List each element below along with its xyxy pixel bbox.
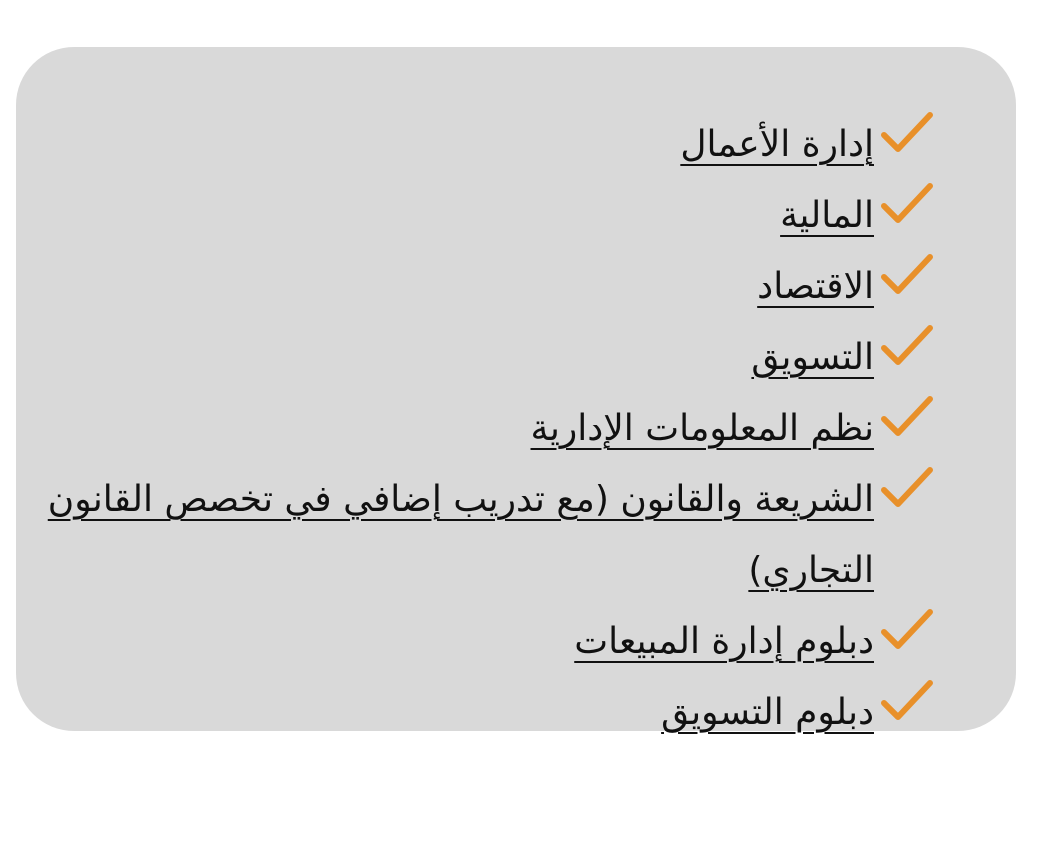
list-item-label: دبلوم التسويق: [661, 692, 874, 733]
list-item-label: الشريعة والقانون (مع تدريب إضافي في تخصص القانون التجاري): [47, 479, 874, 591]
list-item-label: دبلوم إدارة المبيعات: [574, 621, 874, 662]
content-card: [16, 47, 1016, 731]
checkmark-icon: [880, 466, 934, 510]
list-item-label: إدارة الأعمال: [680, 124, 874, 165]
checkmark-icon: [880, 111, 934, 155]
list-item-label: المالية: [780, 195, 874, 236]
list-item: [36, 606, 936, 677]
list-item-label: الاقتصاد: [757, 266, 874, 307]
checkmark-icon: [880, 253, 934, 297]
list-item: [36, 322, 936, 393]
list-item: [36, 251, 936, 322]
list-item-label: نظم المعلومات الإدارية: [530, 408, 874, 449]
specializations-list: [36, 109, 936, 748]
list-item-label: التسويق: [751, 337, 874, 378]
list-item: [36, 109, 936, 180]
checkmark-icon: [880, 679, 934, 723]
list-item: [36, 677, 936, 748]
list-item: [36, 180, 936, 251]
list-item: [36, 464, 936, 606]
checkmark-icon: [880, 182, 934, 226]
list-item: [36, 393, 936, 464]
checkmark-icon: [880, 608, 934, 652]
checkmark-icon: [880, 324, 934, 368]
checkmark-icon: [880, 395, 934, 439]
